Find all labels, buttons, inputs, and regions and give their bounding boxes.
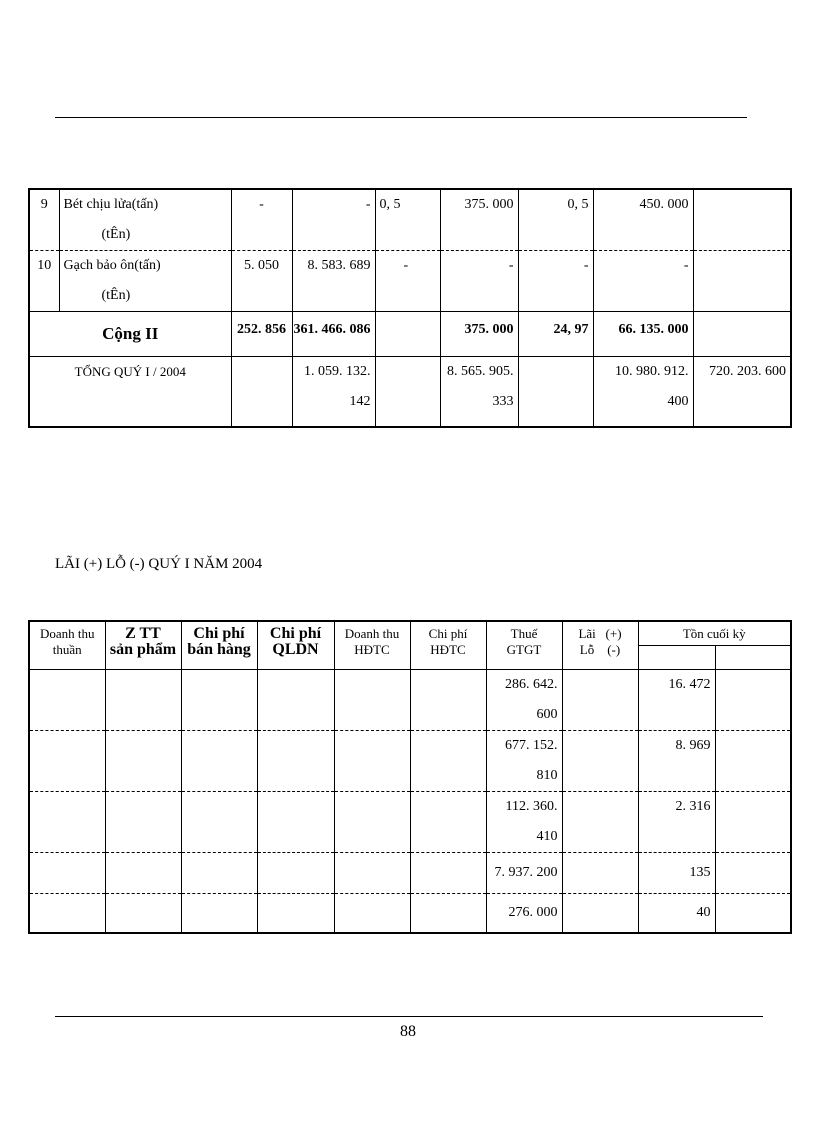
item-name: Gạch bảo ôn(tấn) (tÊn) — [59, 251, 231, 312]
cell: 375. 000 — [440, 189, 518, 251]
cell: 10. 980. 912. 400 — [593, 357, 693, 427]
cell: 66. 135. 000 — [593, 312, 693, 357]
cell: 375. 000 — [440, 312, 518, 357]
ton-cell: 40 — [638, 894, 715, 934]
row-number: 10 — [29, 251, 59, 312]
ton-cell: 16. 472 — [638, 670, 715, 731]
bottom-rule — [55, 1016, 763, 1017]
cell: - — [440, 251, 518, 312]
table-row — [29, 894, 791, 934]
header-empty — [715, 646, 791, 670]
subtotal-row — [29, 312, 791, 357]
top-rule — [55, 117, 747, 118]
header-row — [29, 621, 791, 646]
total-row — [29, 357, 791, 427]
table-row — [29, 853, 791, 894]
subtotal-label: Cộng II — [29, 312, 231, 357]
cell: 450. 000 — [593, 189, 693, 251]
cell — [693, 189, 791, 251]
header-thue-gtgt: Thuế GTGT — [486, 621, 562, 670]
table-row — [29, 792, 791, 853]
cell — [375, 357, 440, 427]
cell: 8. 565. 905. 333 — [440, 357, 518, 427]
gtgt-cell: 677. 152. 810 — [486, 731, 562, 792]
cell — [518, 357, 593, 427]
cell: 8. 583. 689 — [292, 251, 375, 312]
cell: - — [292, 189, 375, 251]
materials-table — [28, 188, 792, 428]
header-empty — [638, 646, 715, 670]
cell: 1. 059. 132. 142 — [292, 357, 375, 427]
header-ztt: Z TT sản phẩm — [105, 621, 181, 670]
gtgt-cell: 286. 642. 600 — [486, 670, 562, 731]
ton-cell: 8. 969 — [638, 731, 715, 792]
table-row — [29, 731, 791, 792]
cell — [231, 357, 292, 427]
ton-cell: 135 — [638, 853, 715, 894]
table-row — [29, 189, 791, 251]
cell — [375, 312, 440, 357]
header-chi-phi-ban-hang: Chi phí bán hàng — [181, 621, 257, 670]
row-number: 9 — [29, 189, 59, 251]
total-label: TỔNG QUÝ I / 2004 — [29, 357, 231, 427]
cell — [693, 312, 791, 357]
section-title: LÃI (+) LỖ (-) QUÝ I NĂM 2004 — [55, 556, 263, 572]
header-chi-phi-hdtc: Chi phí HĐTC — [410, 621, 486, 670]
cell: - — [518, 251, 593, 312]
table-row — [29, 251, 791, 312]
gtgt-cell: 112. 360. 410 — [486, 792, 562, 853]
page-number: 88 — [400, 1023, 416, 1040]
header-ton-cuoi-ky: Tồn cuối kỳ — [638, 621, 791, 646]
cell: 361. 466. 086 — [292, 312, 375, 357]
gtgt-cell: 7. 937. 200 — [486, 853, 562, 894]
header-lai-lo: Lãi (+) Lỗ (-) — [562, 621, 638, 670]
profit-loss-table — [28, 620, 792, 934]
cell: - — [593, 251, 693, 312]
cell: - — [231, 189, 292, 251]
cell: 252. 856 — [231, 312, 292, 357]
cell: - — [375, 251, 440, 312]
header-chi-phi-qldn: Chi phí QLDN — [257, 621, 334, 670]
cell: 0, 5 — [375, 189, 440, 251]
gtgt-cell: 276. 000 — [486, 894, 562, 934]
item-name: Bét chịu lửa(tấn) (tÊn) — [59, 189, 231, 251]
cell: 720. 203. 600 — [693, 357, 791, 427]
table-row — [29, 670, 791, 731]
cell: 0, 5 — [518, 189, 593, 251]
ton-cell: 2. 316 — [638, 792, 715, 853]
header-doanh-thu-hdtc: Doanh thu HĐTC — [334, 621, 410, 670]
cell: 5. 050 — [231, 251, 292, 312]
header-doanh-thu-thuan: Doanh thu thuần — [29, 621, 105, 670]
cell: 24, 97 — [518, 312, 593, 357]
cell — [693, 251, 791, 312]
